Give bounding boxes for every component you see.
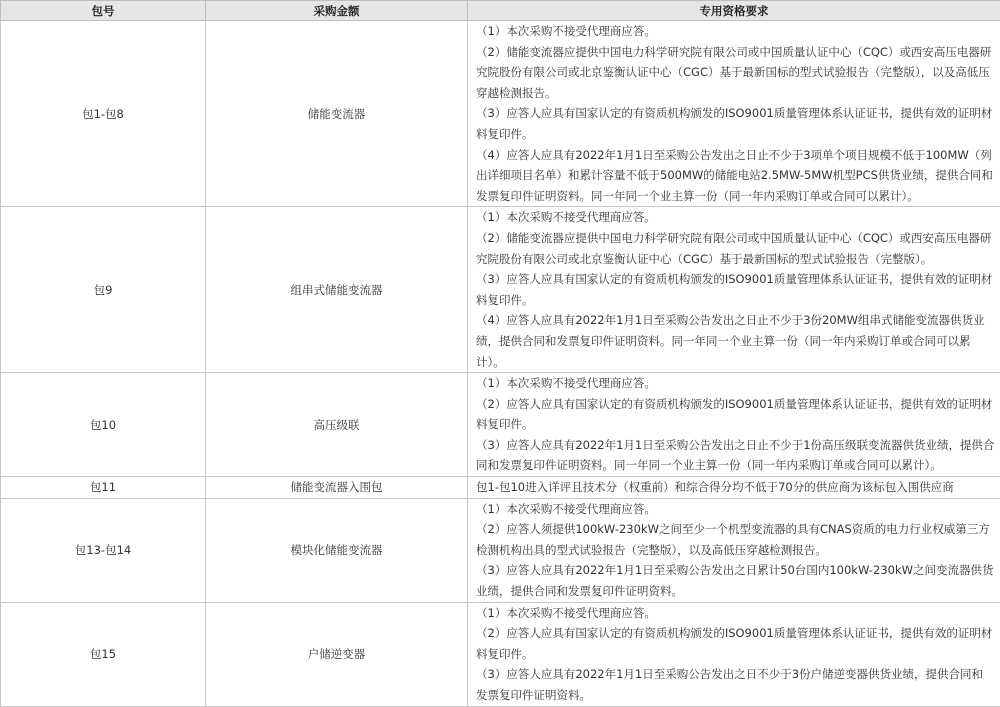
procurement-item-cell: 户储逆变器 [206, 602, 468, 706]
requirement-line: 穿越检测报告。 [476, 83, 998, 104]
requirements-cell [468, 602, 1000, 706]
requirements-cell [468, 373, 1000, 477]
table-row [1, 602, 1000, 706]
table-row [1, 21, 1000, 207]
procurement-item-cell: 组串式储能变流器 [206, 207, 468, 373]
header-amount: 采购金额 [206, 1, 468, 21]
table-body [1, 21, 1000, 707]
requirement-line: （2）储能变流器应提供中国电力科学研究院有限公司或中国质量认证中心（CQC）或西安高压电器研 [476, 228, 998, 249]
procurement-item-cell: 模块化储能变流器 [206, 498, 468, 602]
table-row [1, 207, 1000, 373]
requirement-line: （2）应答人应具有国家认定的有资质机构颁发的ISO9001质量管理体系认证证书，提供有效的证明材 [476, 623, 998, 644]
requirement-line: 究院股份有限公司或北京鉴衡认证中心（CGC）基于最新国标的型式试验报告（完整版）。 [476, 249, 998, 270]
requirement-line: （2）应答人须提供100kW-230kW之间至少一个机型变流器的具有CNAS资质的电力行业权威第三方 [476, 519, 998, 540]
requirement-line: 包1-包10进入详评且技术分（权重前）和综合得分均不低于70分的供应商为该标包入围供应商 [476, 477, 998, 498]
table-header-row [1, 1, 1000, 21]
requirements-cell [468, 477, 1000, 499]
procurement-item-cell: 高压级联 [206, 373, 468, 477]
package-cell: 包10 [1, 373, 206, 477]
requirement-line: 料复印件。 [476, 644, 998, 665]
table-row [1, 477, 1000, 499]
procurement-item-cell: 储能变流器 [206, 21, 468, 207]
requirements-cell [468, 498, 1000, 602]
requirement-line: 发票复印件证明资料。 [476, 685, 998, 706]
requirement-line: （2）储能变流器应提供中国电力科学研究院有限公司或中国质量认证中心（CQC）或西安高压电器研 [476, 42, 998, 63]
requirement-line: （3）应答人应具有2022年1月1日至采购公告发出之日累计50台国内100kW-230kW之间变流器供货 [476, 560, 998, 581]
requirements-cell [468, 21, 1000, 207]
package-cell: 包11 [1, 477, 206, 499]
package-cell: 包9 [1, 207, 206, 373]
requirement-line: 检测机构出具的型式试验报告（完整版），以及高低压穿越检测报告。 [476, 540, 998, 561]
table-row [1, 373, 1000, 477]
requirement-line: （4）应答人应具有2022年1月1日至采购公告发出之日止不少于3份20MW组串式储能变流器供货业 [476, 310, 998, 331]
requirement-line: 料复印件。 [476, 124, 998, 145]
requirement-line: 计）。 [476, 352, 998, 373]
header-requirements: 专用资格要求 [468, 1, 1000, 21]
table-row [1, 498, 1000, 602]
requirement-line: 料复印件。 [476, 414, 998, 435]
requirement-line: （1）本次采购不接受代理商应答。 [476, 603, 998, 624]
requirement-line: （3）应答人应具有2022年1月1日至采购公告发出之日止不少于1份高压级联变流器供货业绩，提供合 [476, 435, 998, 456]
requirement-line: （1）本次采购不接受代理商应答。 [476, 373, 998, 394]
requirement-line: 业绩，提供合同和发票复印件证明资料。 [476, 581, 998, 602]
requirement-line: （1）本次采购不接受代理商应答。 [476, 21, 998, 42]
package-cell: 包15 [1, 602, 206, 706]
requirements-cell [468, 207, 1000, 373]
requirement-line: （3）应答人应具有国家认定的有资质机构颁发的ISO9001质量管理体系认证证书，提供有效的证明材 [476, 103, 998, 124]
requirement-line: 料复印件。 [476, 290, 998, 311]
requirement-line: （1）本次采购不接受代理商应答。 [476, 207, 998, 228]
requirement-line: （4）应答人应具有2022年1月1日至采购公告发出之日止不少于3项单个项目规模不低于100MW（列 [476, 145, 998, 166]
procurement-item-cell: 储能变流器入围包 [206, 477, 468, 499]
requirement-line: （3）应答人应具有2022年1月1日至采购公告发出之日不少于3份户储逆变器供货业绩，提供合同和 [476, 664, 998, 685]
requirement-line: （1）本次采购不接受代理商应答。 [476, 499, 998, 520]
requirement-line: 究院股份有限公司或北京鉴衡认证中心（CGC）基于最新国标的型式试验报告（完整版），以及高低压 [476, 62, 998, 83]
requirement-line: 发票复印件证明资料。同一年同一个业主算一份（同一年内采购订单或合同可以累计）。 [476, 186, 998, 207]
requirement-line: 绩，提供合同和发票复印件证明资料。同一年同一个业主算一份（同一年内采购订单或合同可以累 [476, 331, 998, 352]
package-cell: 包13-包14 [1, 498, 206, 602]
header-package: 包号 [1, 1, 206, 21]
requirement-line: （3）应答人应具有国家认定的有资质机构颁发的ISO9001质量管理体系认证证书，提供有效的证明材 [476, 269, 998, 290]
package-cell: 包1-包8 [1, 21, 206, 207]
requirement-line: （2）应答人应具有国家认定的有资质机构颁发的ISO9001质量管理体系认证证书，提供有效的证明材 [476, 394, 998, 415]
requirement-line: 同和发票复印件证明资料。同一年同一个业主算一份（同一年内采购订单或合同可以累计）。 [476, 455, 998, 476]
requirement-line: 出详细项目名单）和累计容量不低于500MW的储能电站2.5MW-5MW机型PCS供货业绩，提供合同和 [476, 165, 998, 186]
